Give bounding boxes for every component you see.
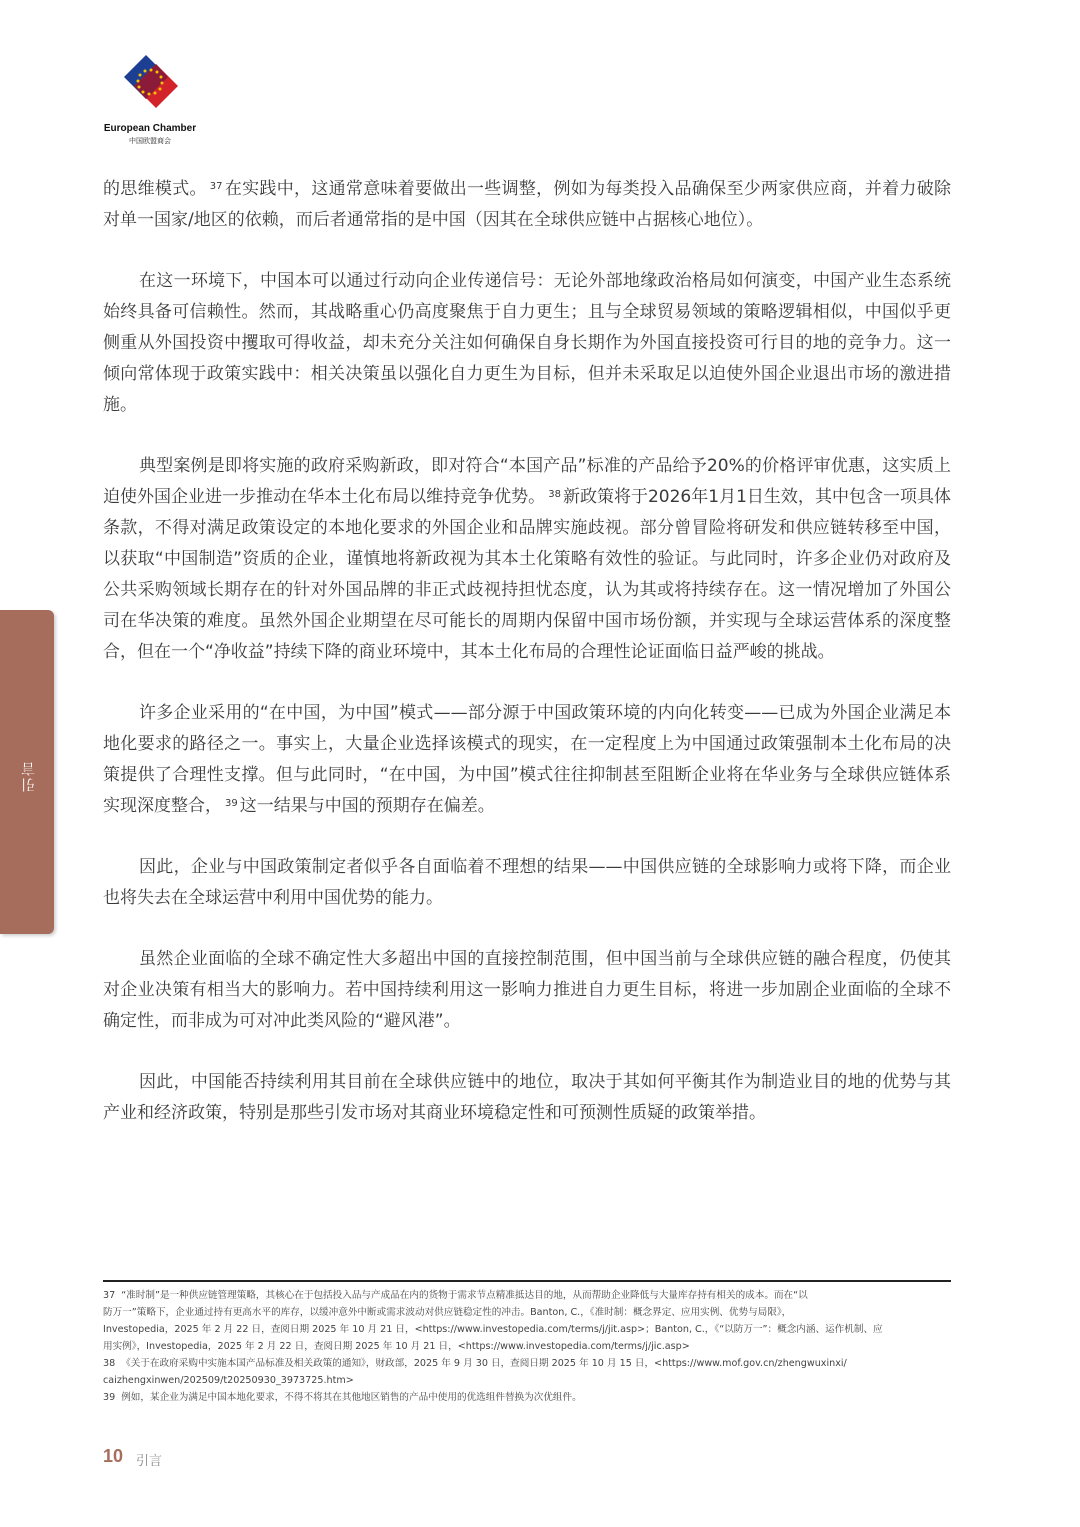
- paragraph: 虽然企业面临的全球不确定性大多超出中国的直接控制范围，但中国当前与全球供应链的融合程度，仍使其对企业决策有相当大的影响力。若中国持续利用这一影响力推进自力更生目标，将进一步加剧企业面临的全球不确定性，而非成为可对冲此类风险的“避风港”。: [103, 949, 951, 1031]
- footnote-ref[interactable]: 37: [209, 181, 223, 192]
- footnote-ref[interactable]: 38: [548, 489, 561, 500]
- paragraph: 许多企业采用的“在中国，为中国”模式——部分源于中国政策环境的内向化转变——已成为外国企业满足本地化要求的路径之一。事实上，大量企业选择该模式的现实，在一定程度上为中国通过政策强制本土化布局的决策提供了合理性支撑。但与此同时，“在中国，为中国”模式往往抑制甚至阻断企业将在华业务与全球供应链体系实现深度整合， $^{39}$ 这一结果与中国的预期存在偏差。: [103, 703, 951, 816]
- footnotes: [103, 1287, 951, 1406]
- paragraph: 因此，中国能否持续利用其目前在全球供应链中的地位，取决于其如何平衡其作为制造业目的地的优势与其产业和经济政策，特别是那些引发市场对其商业环境稳定性和可预测性质疑的政策举措。: [103, 1072, 951, 1123]
- footer-section-label: 引言: [136, 1454, 163, 1469]
- paragraph: 的思维模式。 $^{37}$ 在实践中，这通常意味着要做出一些调整，例如为每类投入品确保至少两家供应商，并着力破除对单一国家/地区的依赖，而后者通常指的是中国（因其在全球供应链中占据核心地位）。: [103, 179, 952, 230]
- footnote-37-line: 防万一”策略下，企业通过持有更高水平的库存，以缓冲意外中断或需求波动对供应链稳定性的冲击。Banton, C.，《准时制：概念界定、应用实例、优势与局限》，: [103, 1307, 792, 1318]
- body-text: [103, 174, 951, 1159]
- footnote-divider: [103, 1280, 951, 1282]
- chamber-emblem-icon: [116, 52, 184, 118]
- footnote-38: 38 《关于在政府采购中实施本国产品标准及相关政策的通知》，财政部，2025 年 9 月 30 日，查阅日期 2025 年 10 月 15 日，<https://www.mof.gov.cn/zhengwuxinxi/: [103, 1358, 847, 1369]
- logo-name: European Chamber: [103, 123, 197, 134]
- logo-subtitle: 中国欧盟商会: [129, 137, 171, 145]
- footnote-37: 37 “准时制”是一种供应链管理策略，其核心在于包括投入品与产成品在内的货物于需求节点精准抵达目的地，从而帮助企业降低与大量库存持有相关的成本。而在“以: [103, 1290, 808, 1301]
- paragraph: 在这一环境下，中国本可以通过行动向企业传递信号：无论外部地缘政治格局如何演变，中国产业生态系统始终具备可信赖性。然而，其战略重心仍高度聚焦于自力更生；且与全球贸易领域的策略逻辑相似，中国似乎更侧重从外国投资中攫取可得收益，却未充分关注如何确保自身长期作为外国直接投资可行目的地的竞争力。这一倾向常体现于政策实践中：相关决策虽以强化自力更生为目标，但并未采取足以迫使外国企业退出市场的激进措施。: [103, 271, 951, 415]
- page-number: 10: [103, 1446, 124, 1466]
- footnote-38-line: caizhengxinwen/202509/t20250930_3973725.htm>: [103, 1375, 354, 1386]
- footnote-ref[interactable]: 39: [225, 798, 238, 809]
- footnote-37-line: Investopedia，2025 年 2 月 22 日，查阅日期 2025 年 10 月 21 日，<https://www.investopedia.com/terms/j/jit.asp>；Banton, C.，《“以防万一”：概念内涵、运作机制、应: [103, 1324, 883, 1335]
- paragraph: 典型案例是即将实施的政府采购新政，即对符合“本国产品”标准的产品给予20%的价格评审优惠，这实质上迫使外国企业进一步推动在华本土化布局以维持竞争优势。 $^{38}$ 新政策将于2026年1月1日生效，其中包含一项具体条款，不得对满足政策设定的本地化要求的外国企业和品牌实施歧视。部分曾冒险将研发和供应链转移至中国，以获取“中国制造”资质的企业，谨慎地将新政视为其本土化策略有效性的验证。与此同时，许多企业仍对政府及公共采购领域长期存在的针对外国品牌的非正式歧视持担忧态度，认为其或将持续存在。这一情况增加了外国公司在华决策的难度。虽然外国企业期望在尽可能长的周期内保留中国市场份额，并实现与全球运营体系的深度整合，但在一个“净收益”持续下降的商业环境中，其本土化布局的合理性论证面临日益严峻的挑战。: [103, 456, 951, 662]
- footnote-37-line: 用实例》，Investopedia，2025 年 2 月 22 日，查阅日期 2025 年 10 月 21 日，<https://www.investopedia.com/terms/j/jic.asp>: [103, 1341, 690, 1352]
- footnote-39: 39 例如，某企业为满足中国本地化要求，不得不将其在其他地区销售的产品中使用的优选组件替换为次优组件。: [103, 1392, 582, 1403]
- side-tab-label: 引言: [21, 760, 37, 792]
- paragraph: 因此，企业与中国政策制定者似乎各自面临着不理想的结果——中国供应链的全球影响力或将下降，而企业也将失去在全球运营中利用中国优势的能力。: [103, 857, 951, 908]
